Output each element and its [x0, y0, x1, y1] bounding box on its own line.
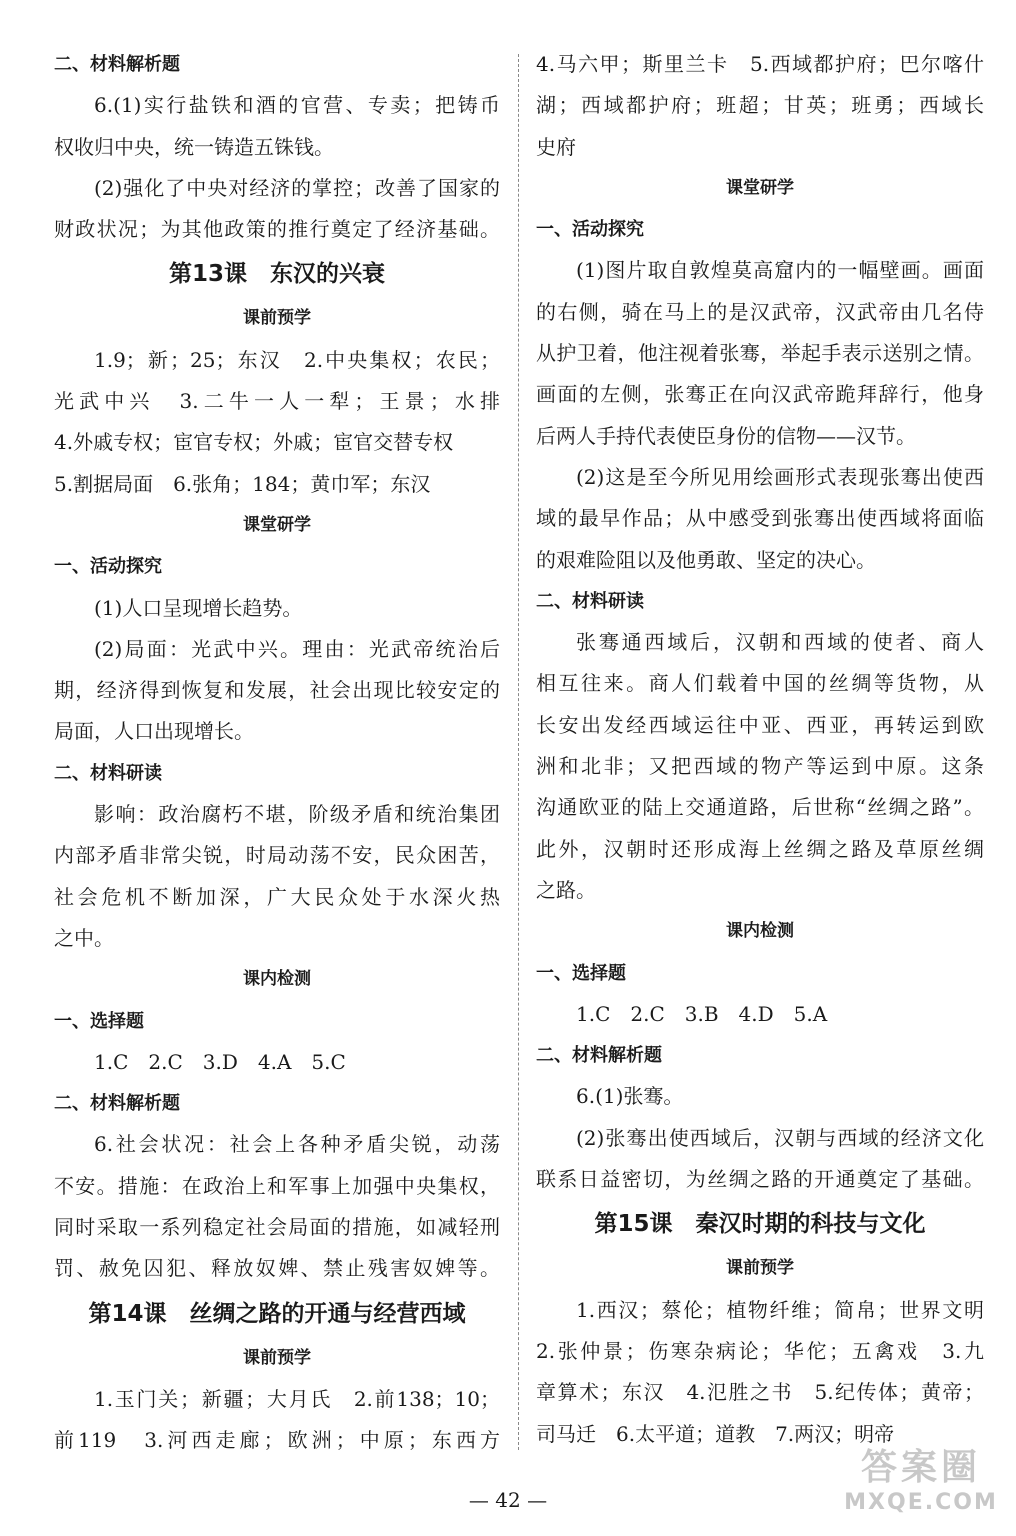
text-line: 画面的左侧，张骞正在向汉武帝跪拜辞行，他身 [536, 382, 984, 407]
text-line: 影响：政治腐朽不堪，阶级矛盾和统治集团 [94, 802, 500, 827]
text-line: 财政状况；为其他政策的推行奠定了经济基础。 [54, 217, 500, 242]
column-divider [518, 54, 519, 1450]
text-line: (2)张骞出使西域后，汉朝与西域的经济文化 [576, 1125, 984, 1150]
text-line: 不安。措施：在政治上和军事上加强中央集权， [54, 1173, 500, 1198]
text-line: 后两人手持代表使臣身份的信物——汉节。 [536, 423, 916, 448]
text-line: 6.(1)实行盐铁和酒的官营、专卖；把铸币 [94, 93, 500, 118]
text-line: 的艰难险阻以及他勇敢、坚定的决心。 [536, 547, 876, 572]
text-line: 社会危机不断加深，广大民众处于水深火热 [54, 884, 500, 909]
text-line: 的右侧，骑在马上的是汉武帝，汉武帝由几名侍 [536, 299, 984, 324]
text-line: 此外，汉朝时还形成海上丝绸之路及草原丝绸 [536, 836, 984, 861]
text-line: 洲和北非；又把西域的物产等运到中原。这条 [536, 754, 984, 779]
text-line: 4.外戚专权；宦官专权；外戚；宦官交替专权 [54, 430, 454, 455]
text-line: 湖；西域都护府；班超；甘英；班勇；西域长 [536, 93, 984, 118]
text-line: 1.C 2.C 3.B 4.D 5.A [576, 1001, 828, 1026]
text-line: 沟通欧亚的陆上交通道路，后世称“丝绸之路”。 [536, 795, 984, 820]
text-line: 史府 [536, 134, 576, 159]
section-heading: 二、材料研读 [536, 590, 644, 612]
text-line: 光武中兴 3.二牛一人一犁；王景；水排 [54, 389, 500, 414]
page-number: — 42 — [468, 1488, 548, 1512]
lesson-title: 第14课 丝绸之路的开通与经营西域 [88, 1300, 466, 1327]
section-heading: 一、选择题 [536, 962, 626, 984]
text-line: (2)强化了中央对经济的掌控；改善了国家的 [94, 175, 500, 200]
text-line: 6.社会状况：社会上各种矛盾尖锐，动荡 [94, 1132, 500, 1157]
text-line: 相互往来。商人们载着中国的丝绸等货物，从 [536, 671, 984, 696]
subsection-heading: 课堂研学 [243, 514, 311, 535]
text-line: 同时采取一系列稳定社会局面的措施，如减轻刑 [54, 1215, 500, 1240]
section-heading: 一、选择题 [54, 1010, 144, 1032]
text-line: (1)图片取自敦煌莫高窟内的一幅壁画。画面 [576, 258, 984, 283]
lesson-title: 第13课 东汉的兴衰 [168, 261, 385, 288]
section-heading: 二、材料研读 [54, 762, 162, 784]
text-line: 局面，人口出现增长。 [54, 719, 254, 744]
text-line: 长安出发经西域运往中亚、西亚，再转运到欧 [536, 712, 984, 737]
text-line: 罚、赦免囚犯、释放奴婢、禁止残害奴婢等。 [54, 1256, 500, 1281]
text-line: 从护卫着，他注视着张骞，举起手表示送别之情。 [536, 341, 984, 366]
section-heading: 二、材料解析题 [54, 1093, 180, 1115]
text-line: 1.C 2.C 3.D 4.A 5.C [94, 1049, 346, 1074]
text-line: 权收归中央，统一铸造五铢钱。 [54, 134, 334, 159]
subsection-heading: 课前预学 [726, 1258, 794, 1279]
text-line: 之路。 [536, 877, 596, 902]
text-line: 域的最早作品；从中感受到张骞出使西域将面临 [536, 506, 984, 531]
text-line: 内部矛盾非常尖锐，时局动荡不安，民众困苦， [54, 843, 500, 868]
text-line: 前119 3.河西走廊；欧洲；中原；东西方 [54, 1428, 500, 1453]
subsection-heading: 课前预学 [243, 1347, 311, 1368]
watermark-url: MXQE.COM [844, 1490, 998, 1515]
right-column [536, 44, 984, 1455]
section-heading: 二、材料解析题 [536, 1045, 662, 1067]
section-heading: 一、活动探究 [54, 556, 162, 578]
subsection-heading: 课前预学 [243, 308, 311, 329]
left-column [54, 44, 500, 1462]
text-line: 1.9；新；25；东汉 2.中央集权；农民； [94, 347, 500, 372]
text-line: 章算术；东汉 4.氾胜之书 5.纪传体；黄帝； [536, 1380, 984, 1405]
section-heading: 二、材料解析题 [54, 54, 180, 75]
text-line: 1.西汉；蔡伦；植物纤维；简帛；世界文明 [576, 1297, 984, 1322]
text-line: 2.张仲景；伤寒杂病论；华佗；五禽戏 3.九 [536, 1338, 984, 1363]
section-heading: 一、活动探究 [536, 219, 644, 241]
subsection-heading: 课堂研学 [726, 177, 794, 198]
text-line: 6.(1)张骞。 [576, 1084, 684, 1109]
watermark-logo [836, 1446, 1006, 1530]
watermark-text: 答案圈 [860, 1447, 981, 1488]
text-line: 张骞通西域后，汉朝和西域的使者、商人 [576, 630, 984, 655]
text-line: 5.割据局面 6.张角；184；黄巾军；东汉 [54, 471, 431, 496]
text-line: 联系日益密切，为丝绸之路的开通奠定了基础。 [536, 1167, 984, 1192]
text-line: (1)人口呈现增长趋势。 [94, 595, 303, 620]
subsection-heading: 课内检测 [243, 969, 311, 990]
subsection-heading: 课内检测 [726, 921, 794, 942]
text-line: (2)这是至今所见用绘画形式表现张骞出使西 [576, 464, 984, 489]
lesson-title: 第15课 秦汉时期的科技与文化 [594, 1211, 926, 1238]
text-line: (2)局面：光武中兴。理由：光武帝统治后 [94, 636, 500, 661]
text-line: 之中。 [54, 925, 114, 950]
text-line: 司马迁 6.太平道；道教 7.两汉；明帝 [536, 1421, 895, 1446]
text-line: 4.马六甲；斯里兰卡 5.西域都护府；巴尔喀什 [536, 52, 984, 76]
text-line: 1.玉门关；新疆；大月氏 2.前138；10； [94, 1386, 500, 1411]
text-line: 期，经济得到恢复和发展，社会出现比较安定的 [54, 678, 500, 703]
